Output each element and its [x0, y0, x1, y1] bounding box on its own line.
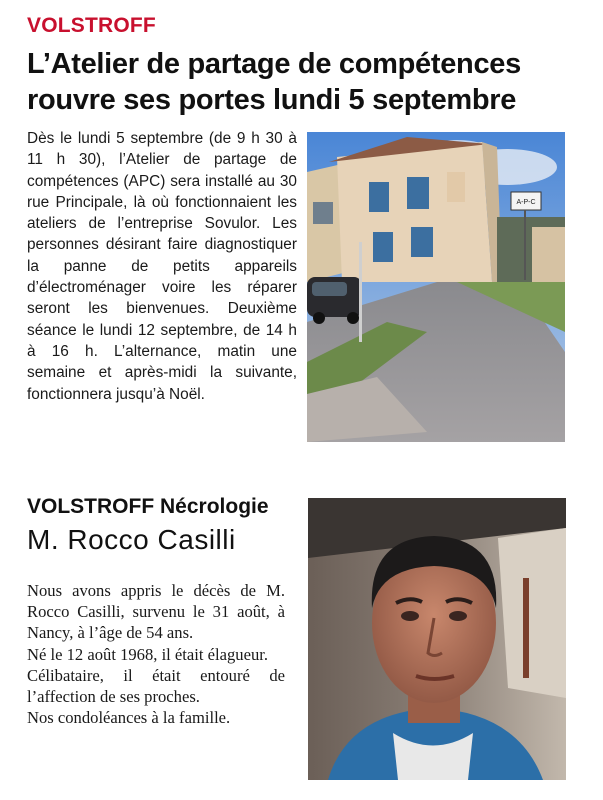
street-photo: [307, 132, 565, 442]
apc-sign-text: A-P-C: [516, 199, 536, 206]
article2-kicker-place: VOLSTROFF: [27, 495, 155, 518]
portrait-photo: [308, 498, 566, 780]
article1-headline: L’Atelier de partage de compétences rouvre ses portes lundi 5 septembre: [27, 48, 521, 116]
article2-body: [27, 580, 285, 728]
article2-title: M. Rocco Casilli: [27, 524, 236, 555]
article2-paragraph: Né le 12 août 1968, il était élagueur.: [27, 644, 268, 664]
article2-paragraph: Nous avons appris le décès de M. Rocco Casilli, survenu le 31 août, à Nancy, à l’âge de 54 ans.: [27, 581, 285, 643]
article1-kicker: VOLSTROFF: [27, 14, 156, 37]
article2-paragraph: Célibataire, il était entouré de l’affection de ses proches.: [27, 665, 285, 707]
article2-kicker-rubric: Nécrologie: [160, 495, 269, 518]
article2-kicker: [27, 495, 269, 519]
article2-paragraph: Nos condoléances à la famille.: [27, 708, 231, 728]
article1-body: Dès le lundi 5 septembre (de 9 h 30 à 11 h 30), l’Atelier de partage de compétences (APC) sera installé au 30 rue Principale, là où fonctionnaient les ateliers de l’entreprise Sovulor. Les personnes désirant faire diagnostiquer la panne de petits appareils d’électroménager voire les réparer seront les bienvenues. Deuxième séance le lundi 12 septembre, de 14 h à 16 h. L’alternance, matin une semaine et après-midi la suivante, fonctionnera jusqu’à Noël.: [27, 130, 297, 403]
